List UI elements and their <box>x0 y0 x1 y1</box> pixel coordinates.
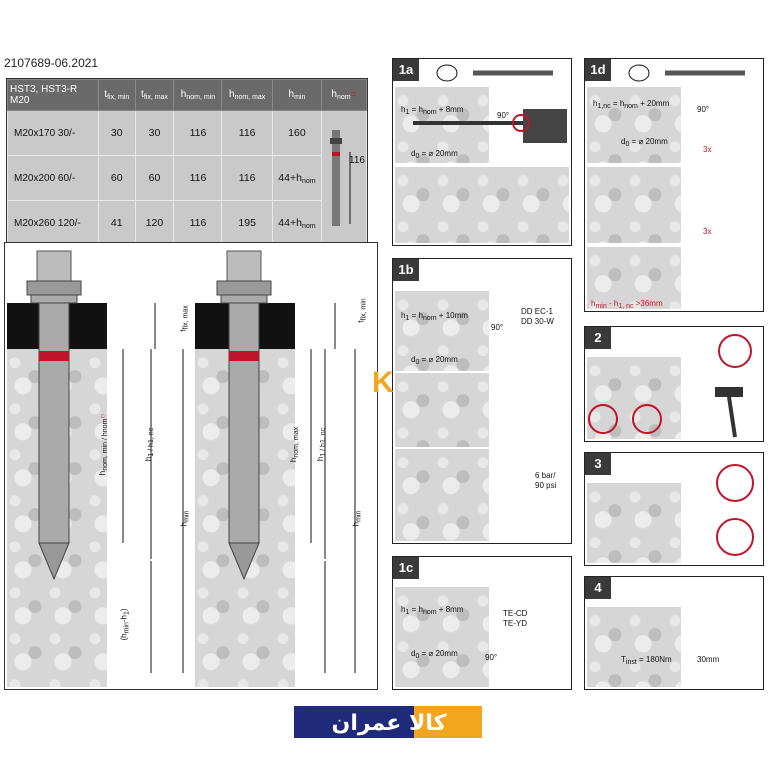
table-header: $h_{nom, min}$ <box>174 80 222 111</box>
table-cell: 116 <box>174 156 222 201</box>
repeat-label: 3x <box>703 145 712 154</box>
brand-logo <box>294 700 484 744</box>
step-number: 1c <box>393 557 419 579</box>
table-row <box>8 156 367 201</box>
angle-label: 90° <box>497 111 510 120</box>
table-header: $h_{nom}○$ <box>322 80 367 111</box>
step-4-panel <box>584 576 764 690</box>
concrete-section <box>395 373 489 447</box>
concrete-section <box>395 449 489 541</box>
pressure-label: 6 bar/ <box>535 471 556 480</box>
torque-label: $T_{inst} = 180Nm$ <box>621 655 672 666</box>
table-header: $h_{nom, max}$ <box>222 80 272 111</box>
concrete-section <box>587 607 681 687</box>
table-header: HST3, HST3-R M20 <box>8 80 99 111</box>
step-1b-panel <box>392 258 572 544</box>
table-row <box>8 111 367 156</box>
table-cell: 160 <box>272 111 321 156</box>
dimension-label: $h_{min}$ <box>351 510 363 527</box>
table-cell: $44+h_{nom}$ <box>272 201 321 246</box>
logo-icon <box>294 700 484 744</box>
step-1c-panel <box>392 556 572 690</box>
hmin-note: $h_{min} - h_{1, nc} >36mm$ <box>591 299 663 310</box>
h-label: $h_1 = h_{nom} + 10mm$ <box>401 311 468 322</box>
table-header: $t_{fix, max}$ <box>135 80 174 111</box>
repeat-label: 3x <box>703 227 712 236</box>
spec-table <box>6 78 368 244</box>
dimension-label: $h_{1 / h1, nc}$ <box>144 427 156 462</box>
dimension-label: 116 <box>349 155 365 166</box>
table-header: $t_{fix, min}$ <box>99 80 136 111</box>
table-row <box>8 201 367 246</box>
angle-label: 90° <box>491 323 504 332</box>
d0-label: $d_0$ = ⌀ 20mm <box>411 149 458 160</box>
check-icon <box>585 453 763 565</box>
watermark-letter: K <box>372 366 394 399</box>
table-cell: 60 <box>99 156 136 201</box>
h-label: $h_1 = h_{nom} + 8mm$ <box>401 605 464 616</box>
table-cell: 41 <box>99 201 136 246</box>
table-cell: 60 <box>135 156 174 201</box>
concrete-section <box>587 167 681 243</box>
tool-label: DD 30-W <box>521 317 554 326</box>
table-cell: 120 <box>135 201 174 246</box>
anchor-diagram <box>4 242 378 690</box>
dimension-label: $t_{fix, min}$ <box>356 298 368 323</box>
step-number: 4 <box>585 577 611 599</box>
concrete-section <box>395 587 489 687</box>
dimension-label: $h_{nom, max}$ <box>289 426 301 463</box>
concrete-section <box>395 167 569 243</box>
dimension-label: $t_{fix, max}$ <box>178 305 190 332</box>
table-cell: 116 <box>222 156 272 201</box>
h-label: $h_1 = h_{nom} + 8mm$ <box>401 105 464 116</box>
step-1d-panel <box>584 58 764 312</box>
anchor-thumbnail-icon <box>324 122 364 232</box>
svg-text:کالا عمران: کالا عمران <box>331 711 447 736</box>
angle-label: 90° <box>485 653 498 662</box>
tool-label: TE-CD <box>503 609 528 618</box>
d0-label: $d_0$ = ⌀ 20mm <box>411 649 458 660</box>
table-cell: 116 <box>174 111 222 156</box>
table-header-row <box>8 80 367 111</box>
dimension-label: $(h_{min}-h_1)$ <box>119 608 131 641</box>
dimension-label: $h_{min}$ <box>179 510 191 527</box>
step-2-panel <box>584 326 764 442</box>
table-cell: 30 <box>135 111 174 156</box>
angle-label: 90° <box>697 105 710 114</box>
anchor-thumbnail-cell <box>322 111 367 246</box>
tool-label: DD EC-1 <box>521 307 554 316</box>
table-cell: 116 <box>174 201 222 246</box>
table-cell: M20x260 120/- <box>8 201 99 246</box>
step-3-panel <box>584 452 764 566</box>
h-label: $h_{1,nc} = h_{nom} + 20mm$ <box>593 99 670 110</box>
step-1a-panel <box>392 58 572 246</box>
step-number: 1b <box>393 259 419 281</box>
drill-bit-icon <box>433 63 563 83</box>
table-cell: 116 <box>222 111 272 156</box>
dimension-label: $h_{1 / h1, nc}$ <box>316 427 328 462</box>
drill-bit-icon <box>625 63 755 83</box>
table-cell: M20x200 60/- <box>8 156 99 201</box>
step-number: 1a <box>393 59 419 81</box>
step-number: 2 <box>585 327 611 349</box>
d0-label: $d_0$ = ⌀ 20mm <box>621 137 668 148</box>
table-cell: M20x170 30/- <box>8 111 99 156</box>
hammer-icon <box>585 327 763 441</box>
pressure-label: 90 psi <box>535 481 557 490</box>
anchor-drawing-icon <box>5 243 377 689</box>
table-cell: $44+h_{nom}$ <box>272 156 321 201</box>
tool-label: TE-YD <box>503 619 527 628</box>
d0-label: $d_0$ = ⌀ 20mm <box>411 355 458 366</box>
table-header: $h_{min}$ <box>272 80 321 111</box>
dimension-label: 30mm <box>697 655 720 664</box>
step-number: 3 <box>585 453 611 475</box>
table-cell: 30 <box>99 111 136 156</box>
step-number: 1d <box>585 59 611 81</box>
document-id: 2107689-06.2021 <box>4 56 99 70</box>
dimension-label: $h_{nom, min / hnom}○$ <box>98 413 110 476</box>
table-cell: 195 <box>222 201 272 246</box>
